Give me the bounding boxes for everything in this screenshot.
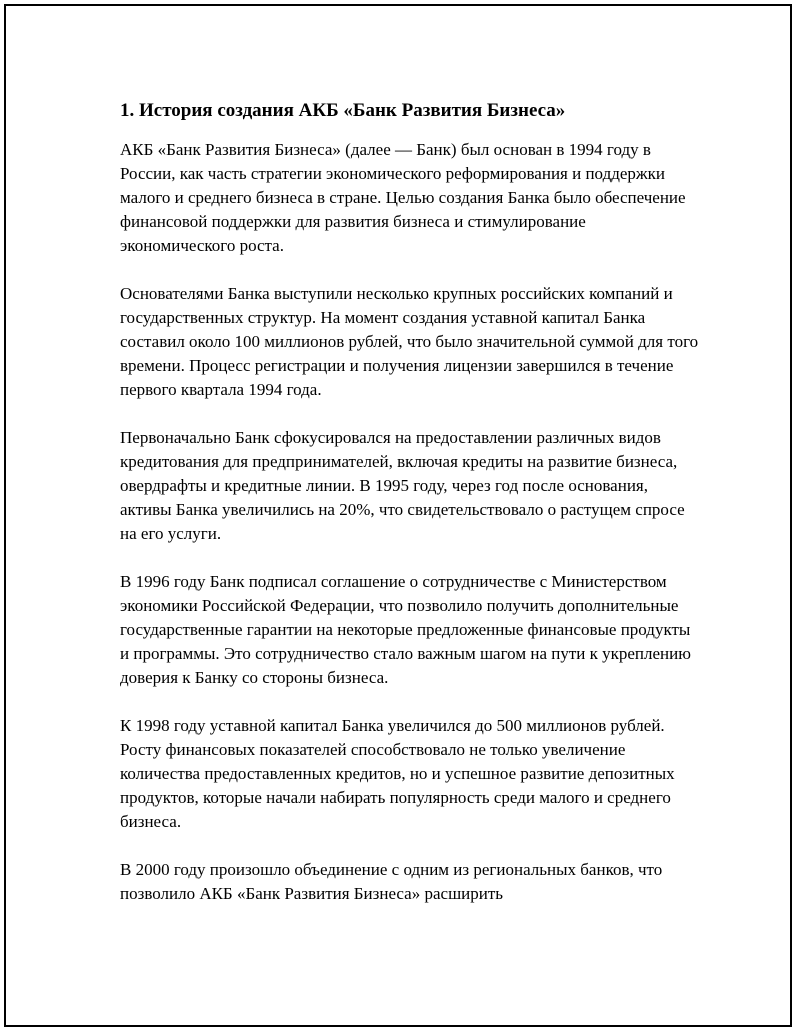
paragraph-lending: Первоначально Банк сфокусировался на предоставлении различных видов кредитования для предпринимателей, включая кредиты на развитие бизнеса, овердрафты и кредитные линии. В 1995 году, через год после основания, активы Банка увеличились на 20%, что свидетельствовало о растущем спросе на его услуги. — [120, 428, 685, 543]
paragraph-founders: Основателями Банка выступили несколько крупных российских компаний и государственных структур. На момент создания уставной капитал Банка составил около 100 миллионов рублей, что было значительной суммой для того времени. Процесс регистрации и получения лицензии завершился в течение первого квартала 1994 года. — [120, 284, 699, 399]
paragraph-capital-growth: К 1998 году уставной капитал Банка увеличился до 500 миллионов рублей. Росту финансовых показателей способствовало не только увеличение количества предоставленных кредитов, но и успешное развитие депозитных продуктов, которые начали набирать популярность среди малого и среднего бизнеса. — [120, 716, 675, 831]
document-page — [4, 4, 792, 1027]
paragraph-cooperation: В 1996 году Банк подписал соглашение о сотрудничестве с Министерством экономики Российской Федерации, что позволило получить дополнительные государственные гарантии на некоторые предложенные финансовые продукты и программы. Это сотрудничество стало важным шагом на пути к укреплению доверия к Банку со стороны бизнеса. — [120, 572, 691, 687]
paragraph-founding: АКБ «Банк Развития Бизнеса» (далее — Банк) был основан в 1994 году в России, как часть стратегии экономического реформирования и поддержки малого и среднего бизнеса в стране. Целью создания Банка было обеспечение финансовой поддержки для развития бизнеса и стимулирование экономического роста. — [120, 140, 686, 255]
document-body — [120, 98, 700, 930]
section-heading: 1. История создания АКБ «Банк Развития Бизнеса» — [120, 100, 566, 121]
paragraph-merger: В 2000 году произошло объединение с одним из региональных банков, что позволило АКБ «Банк Развития Бизнеса» расширить — [120, 860, 663, 903]
